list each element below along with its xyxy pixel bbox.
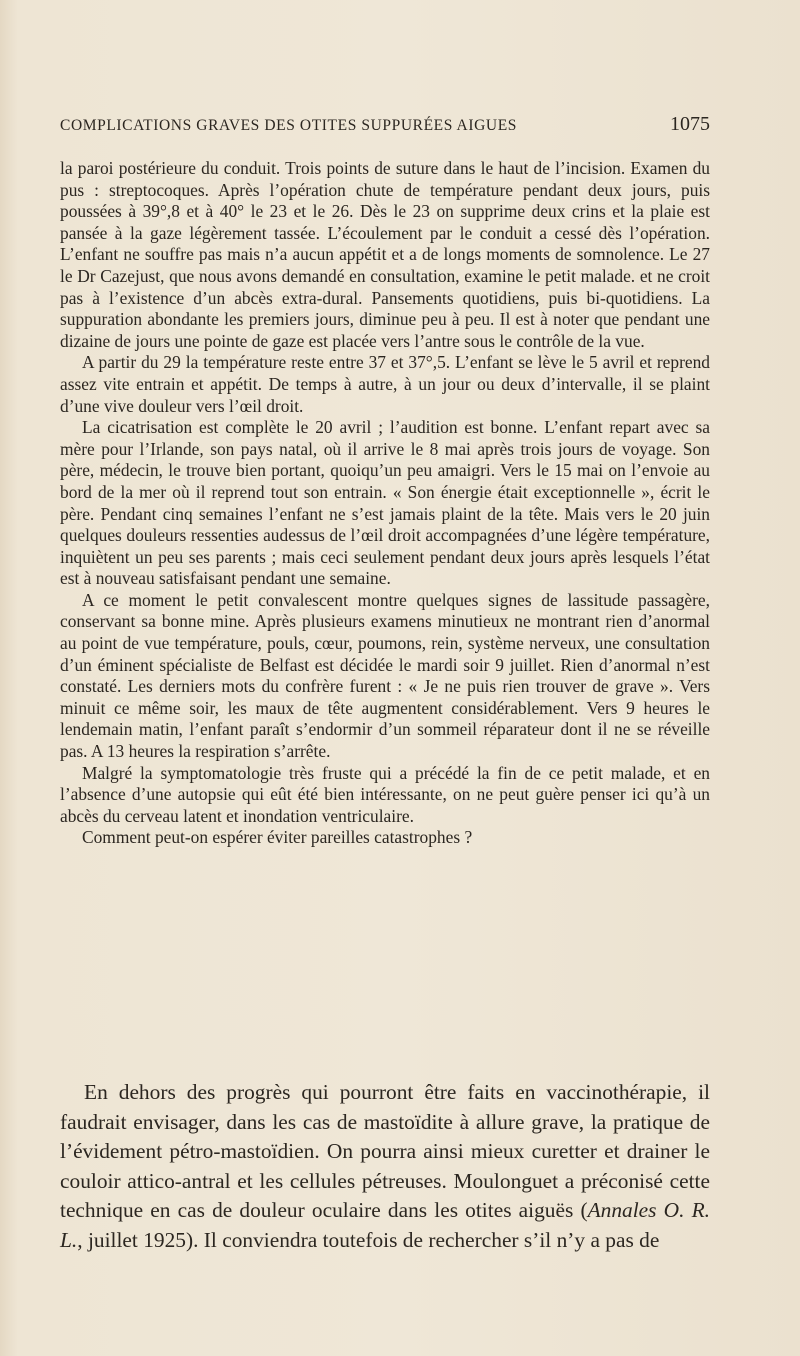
paragraph-2: A partir du 29 la température reste entre 37 et 37°,5. L’enfant se lève le 5 avril et reprend assez vite entrain et appétit. De temps à autre, à un jour ou deux d’intervalle, il se plaint d’une vive douleur vers l’œil droit.: [60, 352, 710, 416]
closing-text-b: , juillet 1925). Il conviendra toutefois de rechercher s’il n’y a pas de: [77, 1227, 660, 1252]
page-number: 1075: [670, 113, 710, 135]
closing-paragraph: [60, 1078, 710, 1256]
journal-citation: Annales O. R. L.: [60, 1198, 710, 1252]
paragraph-4: A ce moment le petit convalescent montre quelques signes de lassitude passagère, conservant sa bonne mine. Après plusieurs examens minutieux ne montrant rien d’anormal au point de vue température, pouls, cœur, poumons, rein, système nerveux, une consultation d’un éminent spécialiste de Belfast est décidée le mardi soir 9 juillet. Rien d’anormal n’est constaté. Les derniers mots du confrère furent : « Je ne puis rien trouver de grave ». Vers minuit ce même soir, les maux de tête augmentent considérablement. Vers 9 heures le lendemain matin, l’enfant paraît s’endormir d’un sommeil réparateur dont il ne se réveille pas. A 13 heures la respiration s’arrête.: [60, 589, 710, 762]
paragraph-1: la paroi postérieure du conduit. Trois points de suture dans le haut de l’incision. Examen du pus : streptocoques. Après l’opération chute de température pendant deux jours, puis poussées à 39°,8 et à 40° le 23 et le 26. Dès le 23 on supprime deux crins et la plaie est pansée à la gaze légèrement tassée. L’écoulement par le conduit a cessé dès l’opération. L’enfant ne souffre pas mais n’a aucun appétit et a de longs moments de somnolence. Le 27 le Dr Cazejust, que nous avons demandé en consultation, examine le petit malade. et ne croit pas à l’existence d’un abcès extra-dural. Pansements quotidiens, puis bi-quotidiens. La suppuration abondante les premiers jours, diminue peu à peu. Il est à noter que pendant une dizaine de jours une pointe de gaze est placée vers l’antre sous le contrôle de la vue.: [60, 158, 710, 351]
paragraph-3: La cicatrisation est complète le 20 avril ; l’audition est bonne. L’enfant repart avec sa mère pour l’Irlande, son pays natal, où il arrive le 8 mai après trois jours de voyage. Son père, médecin, le trouve bien portant, quoiqu’un peu amaigri. Vers le 15 mai on l’envoie au bord de la mer où il reprend tout son entrain. « Son énergie était exceptionnelle », écrit le père. Pendant cinq semaines l’enfant ne s’est jamais plaint de la tête. Mais vers le 20 juin quelques douleurs ressenties audessus de l’œil droit accompagnées d’une légère température, inquiètent un peu ses parents ; mais ceci seulement pendant deux jours après lesquels l’état est à nouveau satisfaisant pendant une semaine.: [60, 417, 710, 589]
case-report-text: [60, 158, 710, 849]
closing-text-a: En dehors des progrès qui pourront être faits en vaccinothérapie, il faudrait envisager, dans les cas de mastoïdite à allure grave, la pratique de l’évidement pétro-mastoïdien. On pourra ainsi mieux curetter et drainer le couloir attico-antral et les cellules pétreuses. Moulonguet a préconisé cette technique en cas de douleur oculaire dans les otites aiguës (: [60, 1080, 710, 1223]
running-title: COMPLICATIONS GRAVES DES OTITES SUPPURÉES AIGUES: [60, 117, 517, 134]
paragraph-6: Comment peut-on espérer éviter pareilles catastrophes ?: [82, 827, 473, 848]
discussion-text: [60, 1078, 710, 1256]
paragraph-5: Malgré la symptomatologie très fruste qui a précédé la fin de ce petit malade, et en l’absence d’une autopsie qui eût été bien intéressante, on ne peut guère penser ici qu’à un abcès du cerveau latent et inondation ventriculaire.: [60, 762, 710, 826]
page-header: [60, 108, 710, 138]
